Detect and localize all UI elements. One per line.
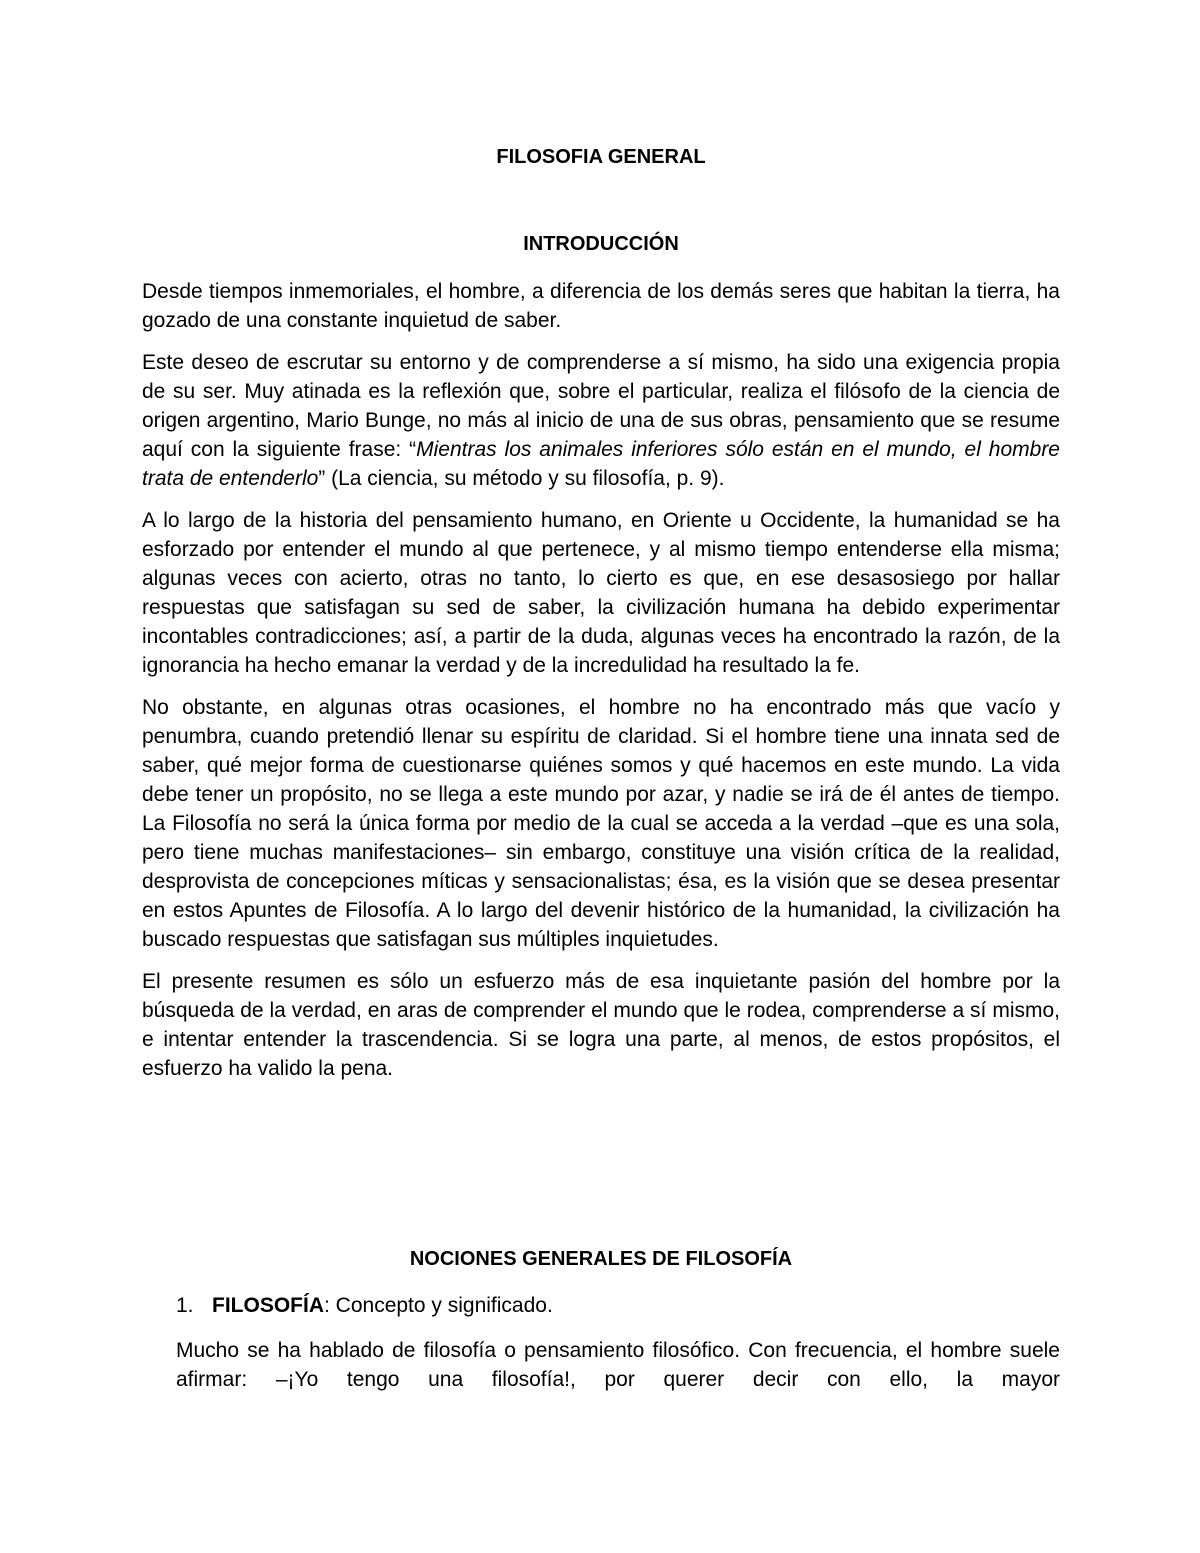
intro-paragraph-5: El presente resumen es sólo un esfuerzo más de esa inquietante pasión del hombre por la búsqueda de la verdad, en aras de comprender el mundo que le rodea, comprenderse a sí mismo, e intentar entender la trascendencia. Si se logra una parte, al menos, de estos propósitos, el esfuerzo ha valido la pena.	[142, 970, 1060, 1080]
introduction-body	[142, 277, 1060, 1096]
list-item-filosofia	[176, 1291, 1060, 1320]
introduction-heading: INTRODUCCIÓN	[523, 233, 679, 255]
section-heading: NOCIONES GENERALES DE FILOSOFÍA	[409, 1248, 793, 1270]
intro-paragraph-3: A lo largo de la historia del pensamiento humano, en Oriente u Occidente, la humanidad se ha esforzado por entender el mundo al que pertenece, y al mismo tiempo entenderse ella misma; algunas veces con acierto, otras no tanto, lo cierto es que, en ese desasosiego por hallar respuestas que satisfagan su sed de saber, la civilización humana ha debido experimentar incontables contradicciones; así, a partir de la duda, algunas veces ha encontrado la razón, de la ignorancia ha hecho emanar la verdad y de la incredulidad ha resultado la fe.	[142, 509, 1060, 677]
intro-paragraph-2-text: Este deseo de escrutar su entorno y de comprenderse a sí mismo, ha sido una exigencia propia de su ser. Muy atinada es la reflexión que, sobre el particular, realiza el filósofo de la ciencia de origen argentino, Mario Bunge, no más al inicio de una de sus obras, pensamiento que se resume aquí con la siguiente frase: “	[142, 351, 1060, 461]
list-item-number: 1.	[176, 1294, 194, 1317]
intro-paragraph-4: No obstante, en algunas otras ocasiones, el hombre no ha encontrado más que vacío y penumbra, cuando pretendió llenar su espíritu de claridad. Si el hombre tiene una innata sed de saber, qué mejor forma de cuestionarse quiénes somos y qué hacemos en este mundo. La vida debe tener un propósito, no se llega a este mundo por azar, y nadie se irá de él antes de tiempo. La Filosofía no será la única forma por medio de la cual se acceda a la verdad –que es una sola, pero tiene muchas manifestaciones– sin embargo, constituye una visión crítica de la realidad, desprovista de concepciones míticas y sensacionalistas; ésa, es la visión que se desea presentar en estos Apuntes de Filosofía. A lo largo del devenir histórico de la humanidad, la civilización ha buscado respuestas que satisfagan sus múltiples inquietudes.	[142, 696, 1060, 951]
section-paragraph: Mucho se ha hablado de filosofía o pensamiento filosófico. Con frecuencia, el hombre suele afirmar: –¡Yo tengo una filosofía!, por querer decir con ello, la mayor	[176, 1339, 1060, 1391]
intro-paragraph-2-citation: ” (La ciencia, su método y su filosofía, p. 9).	[318, 467, 725, 490]
list-item-term: FILOSOFÍA	[212, 1294, 324, 1317]
intro-paragraph-2	[142, 348, 1060, 493]
bunge-quote: Mientras los animales inferiores sólo están en el mundo, el hombre trata de entenderlo	[142, 438, 1060, 490]
list-item-description: : Concepto y significado.	[324, 1294, 553, 1317]
intro-paragraph-1: Desde tiempos inmemoriales, el hombre, a diferencia de los demás seres que habitan la tierra, ha gozado de una constante inquietud de saber.	[142, 280, 1060, 332]
document-title: FILOSOFIA GENERAL	[496, 146, 706, 168]
